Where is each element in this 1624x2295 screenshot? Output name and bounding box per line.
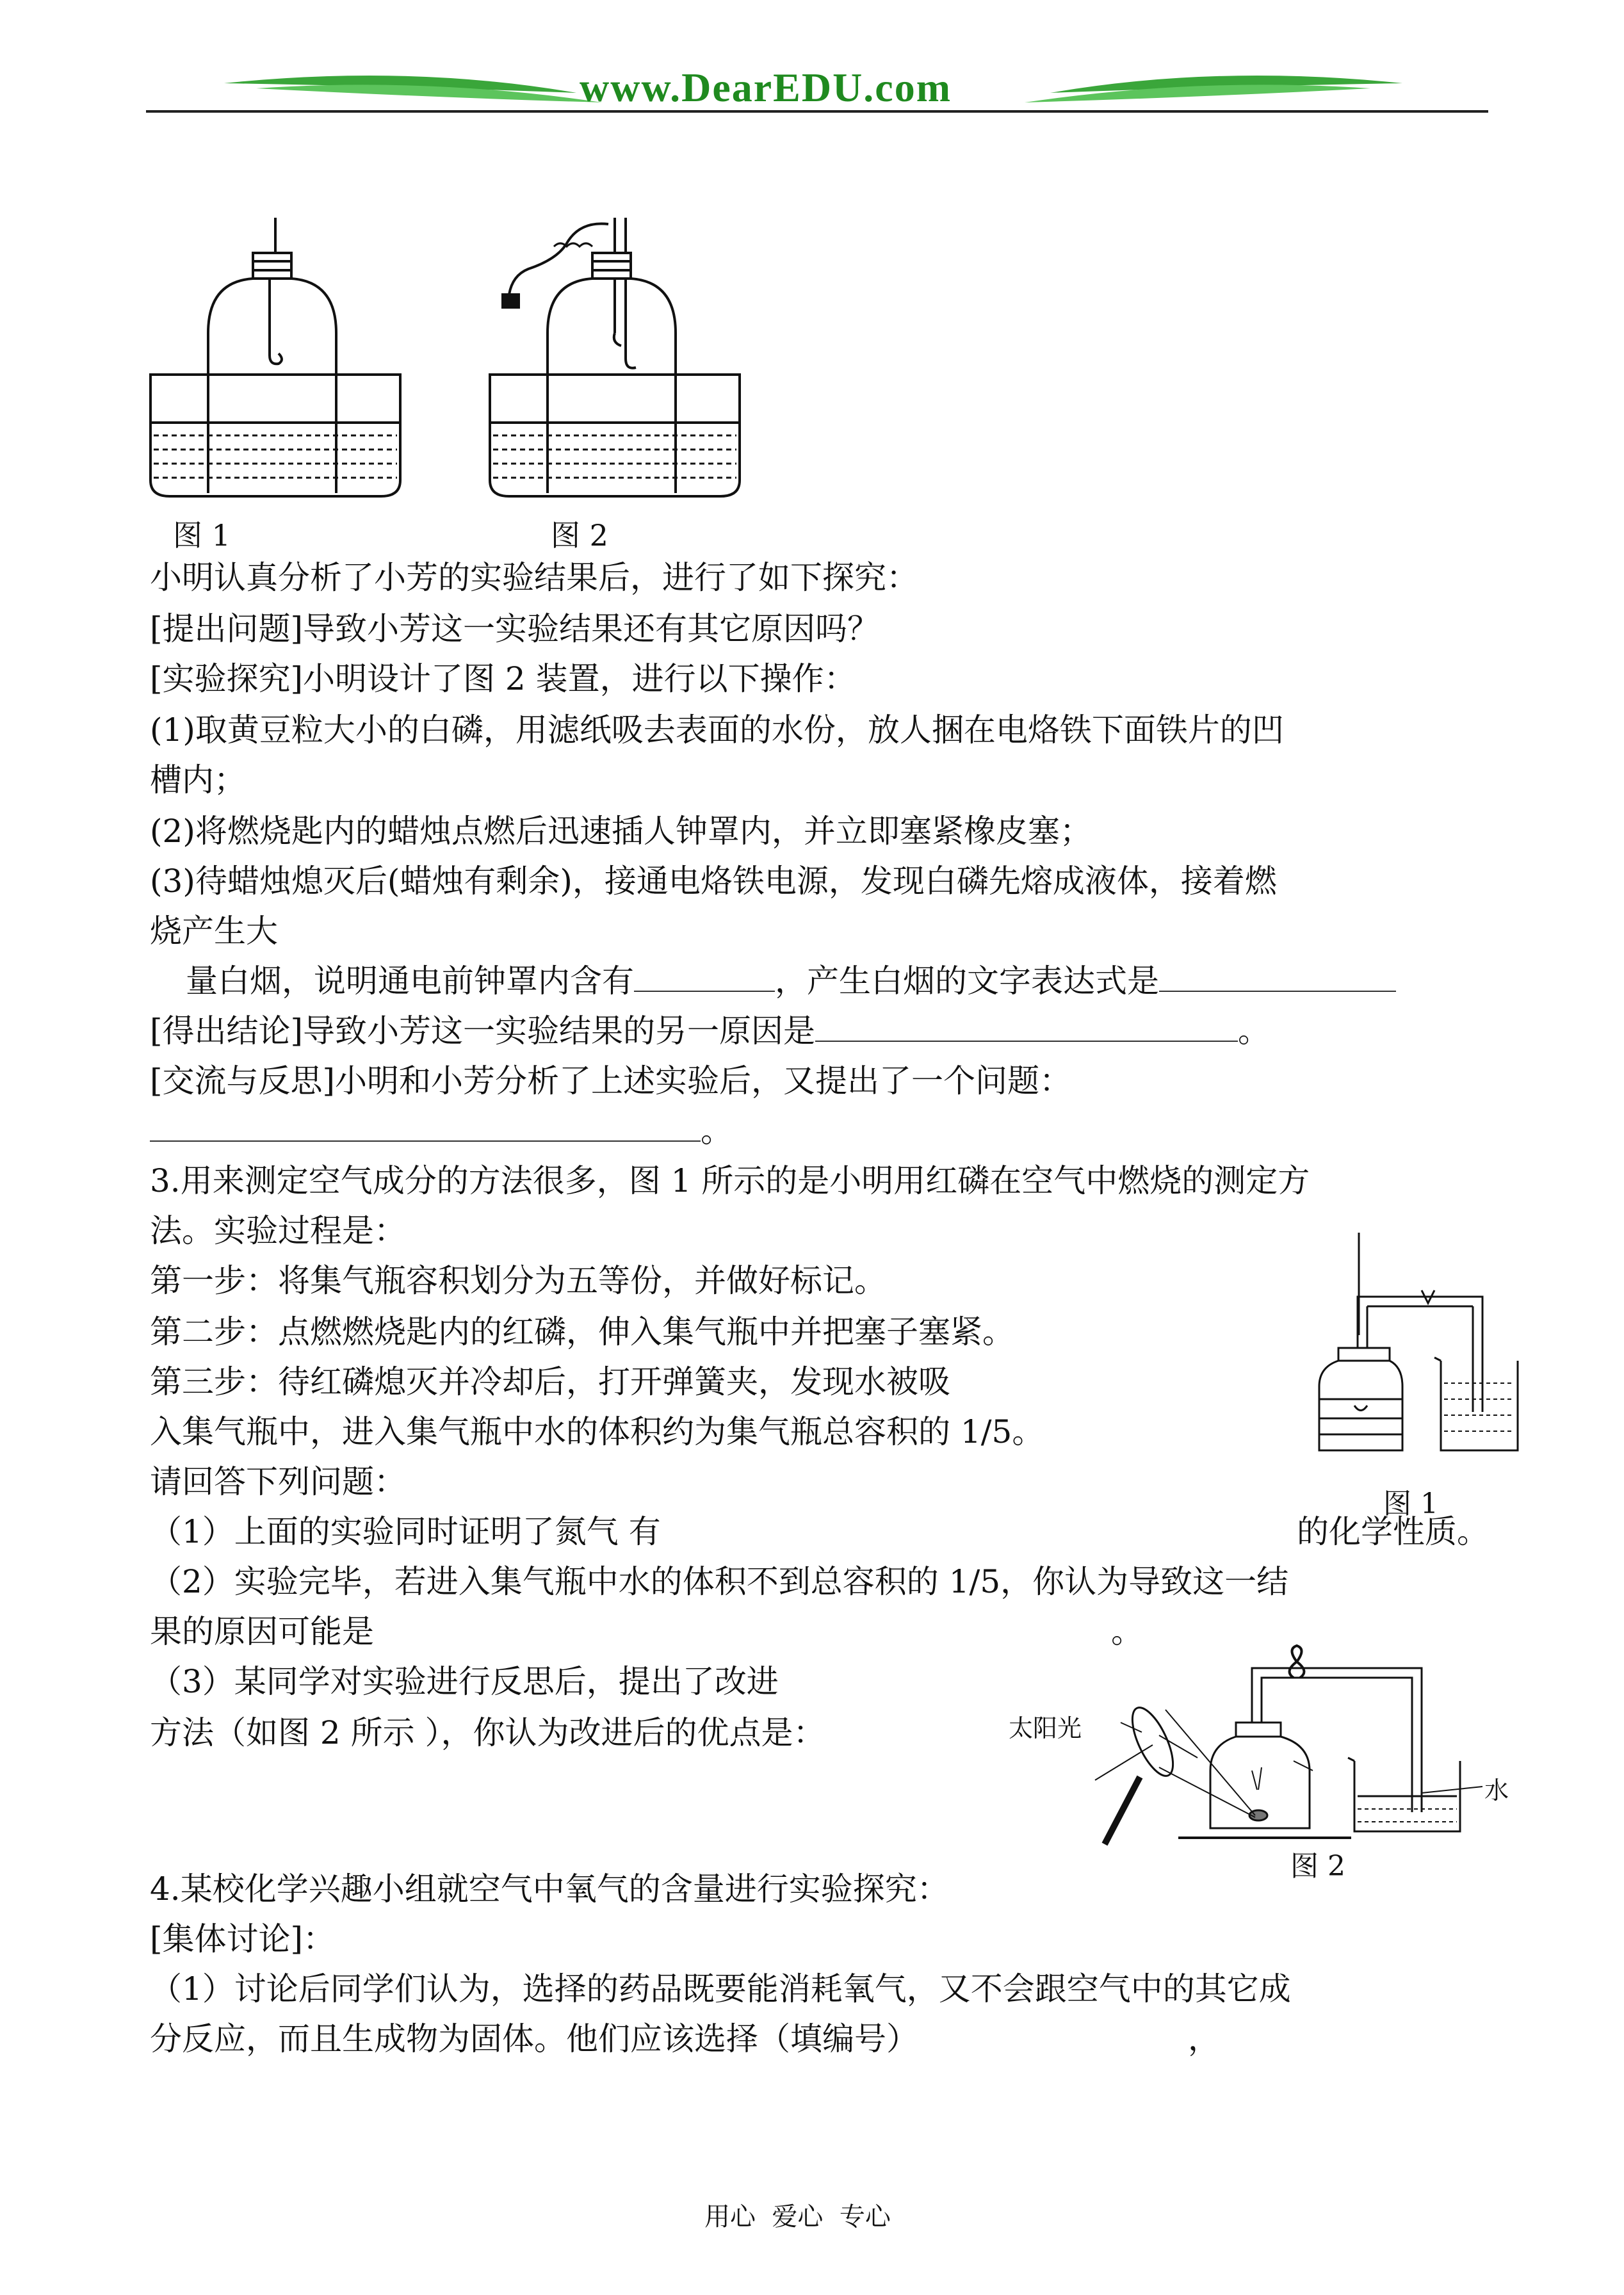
q3-step-1: 第一步：将集气瓶容积划分为五等份，并做好标记。 — [150, 1262, 886, 1299]
q3-sub2-a: （2）实验完毕，若进入集气瓶中水的体积不到总容积的 1/5，你认为导致这一结 — [150, 1563, 1289, 1600]
paragraph-5: 槽内； — [150, 761, 246, 799]
q3-sub2-c: 。 — [1111, 1613, 1143, 1650]
q3-step-3b: 入集气瓶中，进入集气瓶中水的体积约为集气瓶总容积的 1/5。 — [150, 1413, 1044, 1450]
q4-discuss: [集体讨论]： — [150, 1920, 336, 1958]
paragraph-2: [提出问题]导致小芳这一实验结果还有其它原因吗？ — [150, 610, 880, 647]
bell-jar-figure-1 — [144, 211, 413, 512]
q4-sub1-b: 分反应，而且生成物为固体。他们应该选择（填编号） — [150, 2020, 918, 2057]
paragraph-1: 小明认真分析了小芳的实验结果后，进行了如下探究： — [150, 559, 918, 596]
q3-sub1-b: 的化学性质。 — [1297, 1513, 1489, 1550]
q4-sub1-a: （1）讨论后同学们认为，选择的药品既要能消耗氧气，又不会跟空气中的其它成 — [150, 1970, 1291, 2007]
paragraph-3: [实验探究]小明设计了图 2 装置，进行以下操作： — [150, 660, 856, 697]
smoke-text-2: ，产生白烟的文字表达式是 — [775, 962, 1159, 1000]
paragraph-4: (1)取黄豆粒大小的白磷，用滤纸吸去表面的水份，放人捆在电烙铁下面铁片的凹 — [150, 711, 1284, 749]
q3-fig2-water-label: 水 — [1484, 1776, 1509, 1804]
site-logo-text[interactable]: www.DearEDU.com — [580, 65, 952, 110]
q3-figure-1-apparatus — [1306, 1226, 1531, 1457]
q3-sub2-b: 果的原因可能是 — [150, 1613, 374, 1650]
paragraph-7: (3)待蜡烛熄灭后(蜡烛有剩余)，接通电烙铁电源，发现白磷先熔成液体，接着燃 — [150, 863, 1277, 900]
q3-sub3-a: （3）某同学对实验进行反思后，提出了改进 — [150, 1663, 779, 1700]
smoke-line — [186, 962, 1396, 1000]
answer-blank-reason[interactable] — [815, 1012, 1238, 1042]
q3-step-3: 第三步：待红磷熄灭并冷却后，打开弹簧夹，发现水被吸 — [150, 1363, 950, 1400]
answer-blank-question[interactable] — [150, 1112, 701, 1142]
q3-sub3-b: 方法（如图 2 所示 ），你认为改进后的优点是： — [150, 1714, 825, 1751]
q4-sub1-c: ， — [1188, 2020, 1220, 2057]
conclusion-line — [150, 1012, 1270, 1050]
page-footer: 用心 爱心 专心 — [704, 2202, 891, 2232]
conclusion-end: 。 — [1238, 1012, 1271, 1050]
q3-step-2: 第二步：点燃燃烧匙内的红磷，伸入集气瓶中并把塞子塞紧。 — [150, 1313, 1014, 1350]
header-rule — [146, 110, 1488, 113]
answer-blank-equation[interactable] — [1159, 962, 1396, 992]
q3-figure-2-apparatus — [1063, 1607, 1511, 1863]
paragraph-8: 烧产生大 — [150, 912, 278, 950]
q3-ask: 请回答下列问题： — [150, 1463, 406, 1500]
conclusion-text: [得出结论]导致小芳这一实验结果的另一原因是 — [150, 1012, 816, 1050]
bell-jar-figure-2 — [483, 211, 752, 512]
fig2-caption-top: 图 2 — [551, 518, 608, 553]
smoke-text-1: 量白烟，说明通电前钟罩内含有 — [186, 962, 634, 1000]
reflect-line: [交流与反思]小明和小芳分析了上述实验后，又提出了一个问题： — [150, 1062, 1072, 1099]
q3-sub1-a: （1）上面的实验同时证明了氮气 有 — [150, 1513, 661, 1550]
answer-blank-gas[interactable] — [634, 962, 775, 992]
q3-intro-2: 法。实验过程是： — [150, 1212, 406, 1249]
q3-fig2-caption: 图 2 — [1290, 1850, 1345, 1883]
fig1-caption-top: 图 1 — [173, 518, 231, 553]
reflect-answer-line — [150, 1112, 733, 1150]
q3-fig1-caption: 图 1 — [1383, 1488, 1438, 1520]
q4-intro: 4.某校化学兴趣小组就空气中氧气的含量进行实验探究： — [150, 1870, 949, 1908]
reflect-end: 。 — [701, 1112, 733, 1149]
q3-fig2-sunlight-label: 太阳光 — [1009, 1714, 1082, 1742]
q3-intro-1: 3.用来测定空气成分的方法很多，图 1 所示的是小明用红磷在空气中燃烧的测定方 — [150, 1162, 1310, 1199]
paragraph-6: (2)将燃烧匙内的蜡烛点燃后迅速插人钟罩内，并立即塞紧橡皮塞； — [150, 813, 1092, 850]
